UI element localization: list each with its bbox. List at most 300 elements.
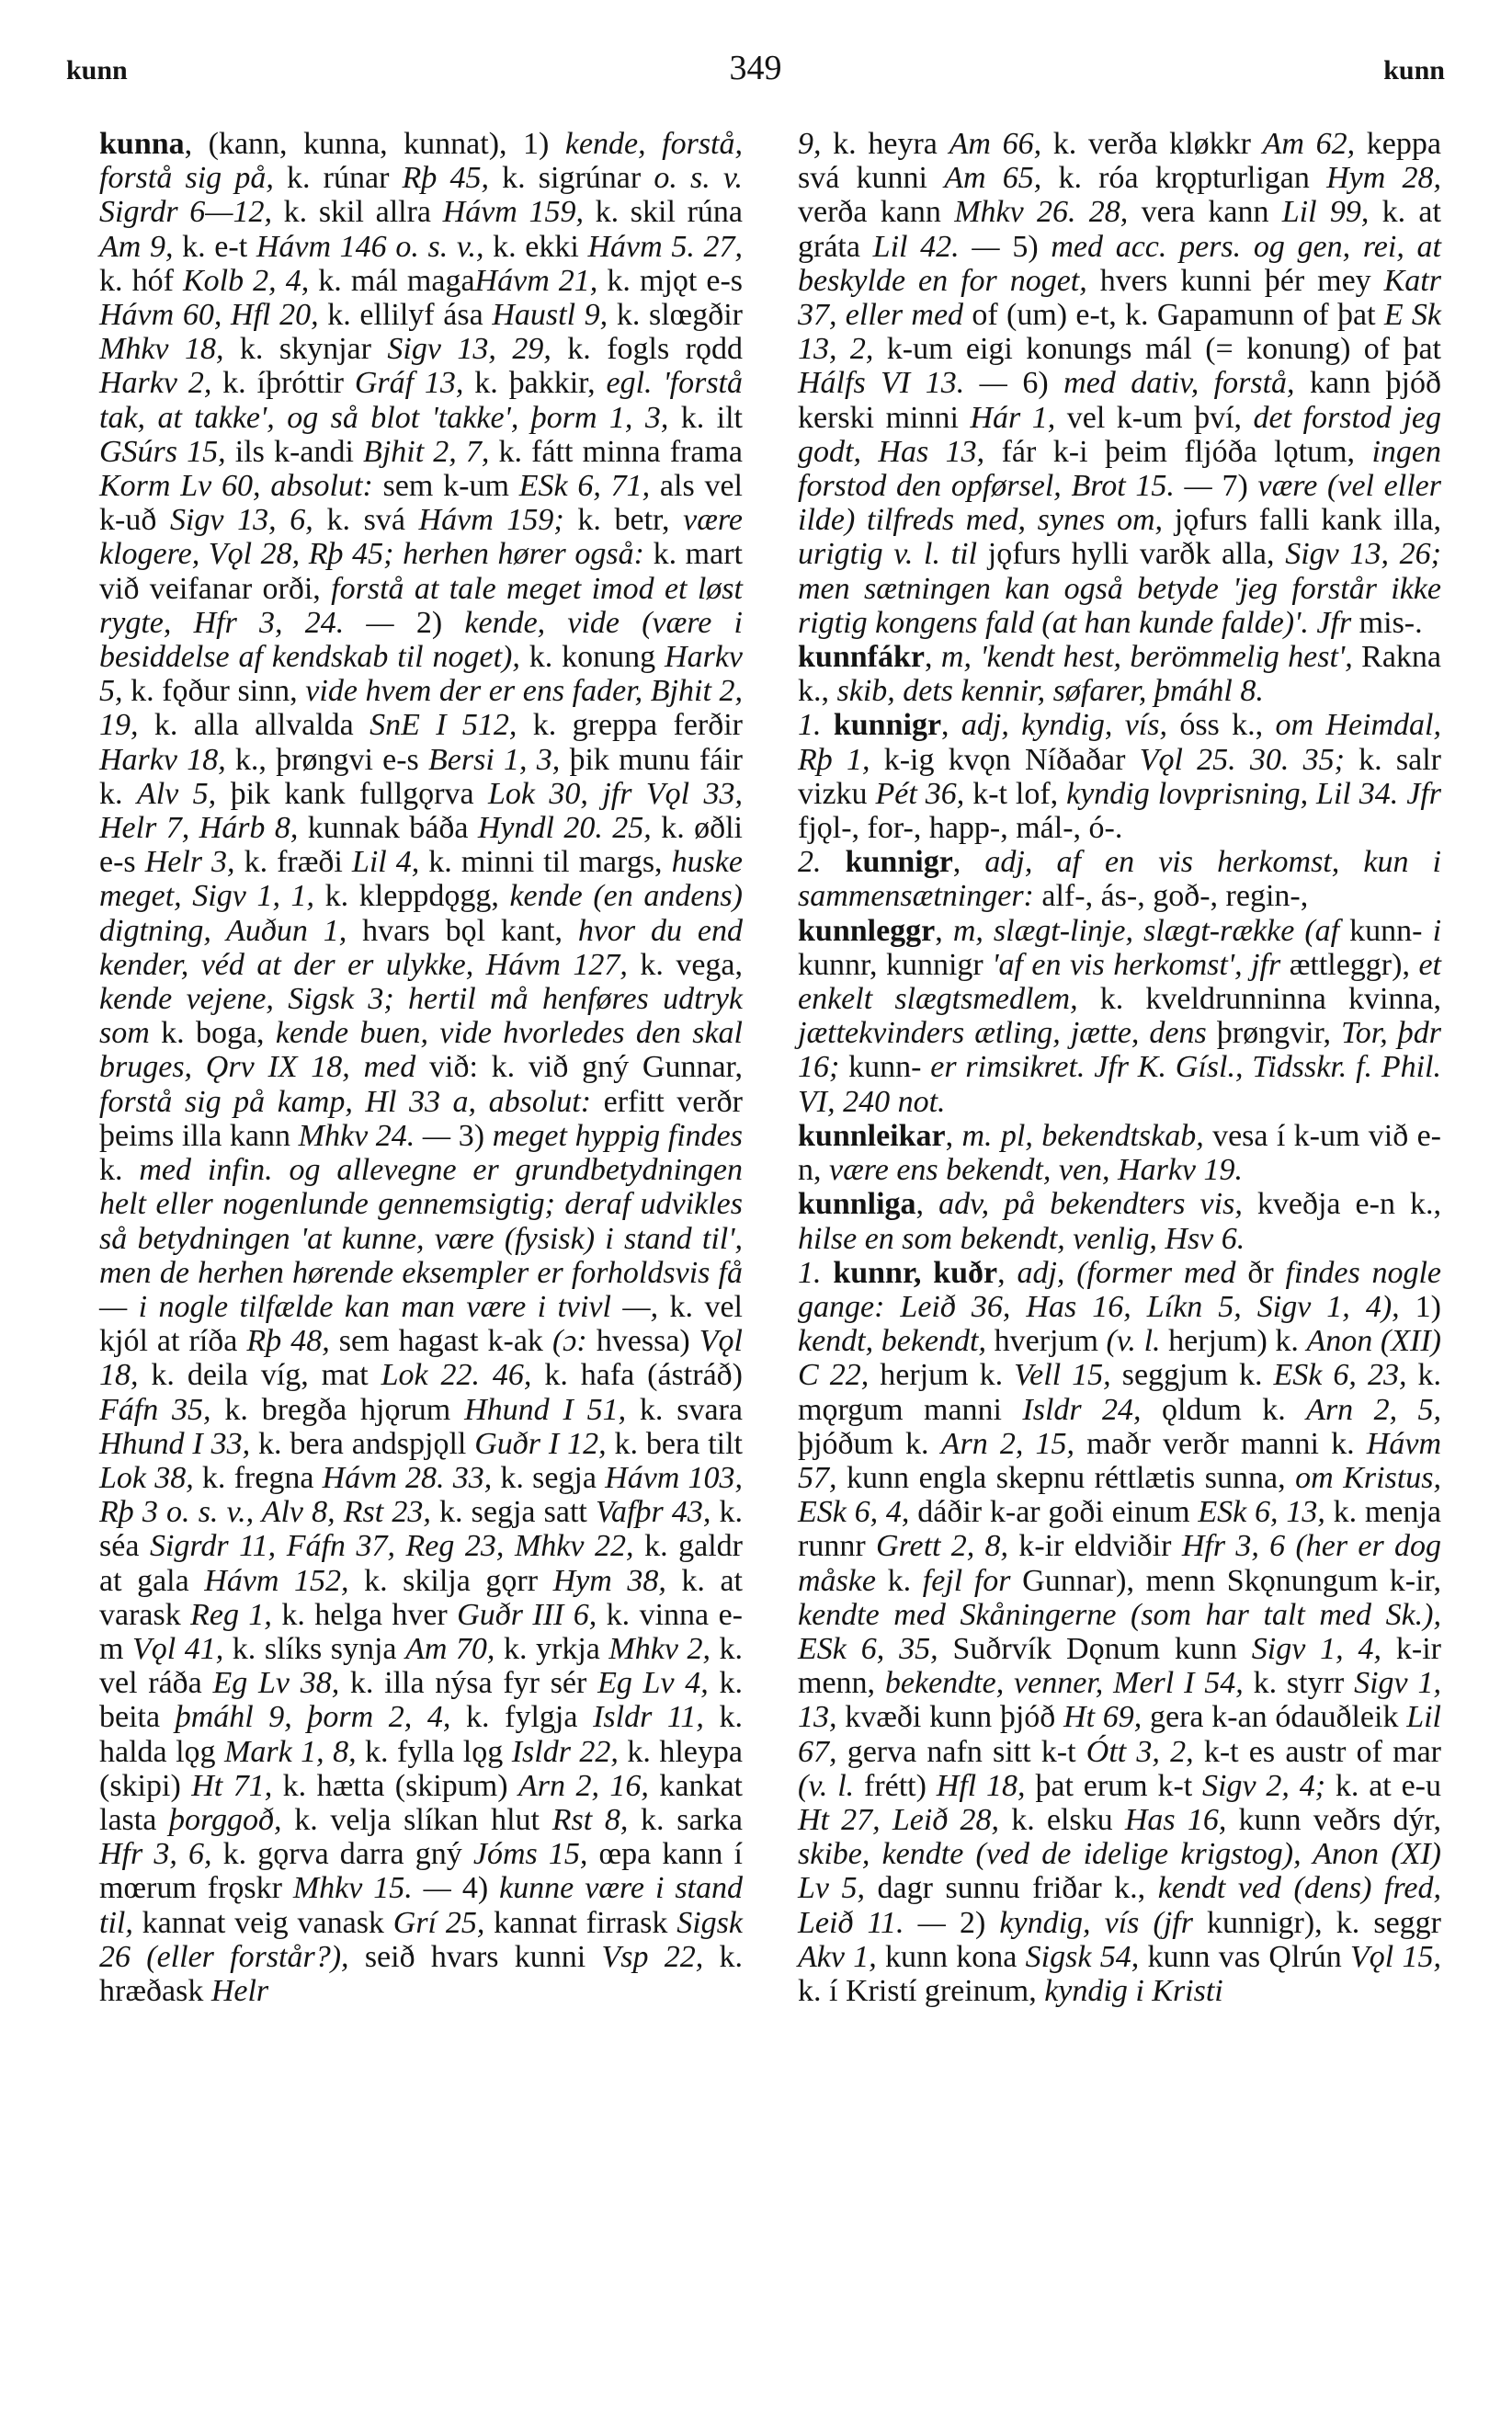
entry-text: 5) <box>999 229 1052 264</box>
entry-text: k. hafa (ástráð) <box>531 1358 743 1393</box>
entry-text: Gunnar), menn Skǫnungum k-ir, <box>1010 1563 1442 1598</box>
italic-text: Hávm 159, <box>442 195 585 230</box>
italic-text: Vǫl 25. 30. 35; <box>1139 742 1345 777</box>
entry-text: , <box>924 640 941 675</box>
italic-text: Harkv 18, <box>99 742 226 777</box>
entry-text: k. at varask <box>99 1563 743 1632</box>
italic-text: Sigv 1, 13, <box>798 1666 1441 1735</box>
italic-text: Lok 38, <box>99 1460 194 1495</box>
italic-text: ingen forstod den opførsel, Brot 15. — <box>798 434 1442 504</box>
entry-text: k. vega, <box>627 947 743 982</box>
entry-text: seggjum k. <box>1110 1358 1274 1393</box>
italic-text: Eg Lv 4, <box>597 1666 709 1701</box>
entry-text: 4) <box>450 1871 500 1906</box>
dictionary-entry <box>798 845 1441 913</box>
italic-text: skib, dets kennir, søfarer, þmáhl 8. <box>836 674 1264 709</box>
entry-text: k. gǫrva darra gný <box>211 1837 473 1872</box>
italic-text: med infin. og allevegne er grundbetydningen helt eller nogenlunde gennemsigtig; deraf udvikles så betydningen 'at kunne, være (fysisk) i stand til', men de herhen hørende eksempler er forholdsvis få — i nogle tilfælde kan man være i tvivl —, <box>99 1153 743 1324</box>
entry-text: 6) <box>1006 366 1064 401</box>
italic-text: Hyndl 20. 25, <box>477 811 652 846</box>
dictionary-entry <box>798 1256 1441 2008</box>
entry-text: k. vel kjól at ríða <box>99 1289 743 1359</box>
entry-text: k-ir eldviðir <box>1008 1529 1182 1564</box>
entry-text: k. hætta (skipum) <box>272 1768 518 1803</box>
entry-text: jǫfurs falli kank illa, <box>1163 503 1441 538</box>
italic-text: Lok 22. 46, <box>381 1358 532 1393</box>
entry-text: k. svara <box>626 1392 743 1427</box>
italic-text: huske meget, Sigv 1, 1, <box>99 845 743 914</box>
italic-text: Vǫl 18, <box>99 1324 743 1393</box>
italic-text: Vafþr 43, <box>596 1495 711 1530</box>
entry-text: k. segja satt <box>430 1495 597 1530</box>
entry-text: verða kann <box>798 195 955 230</box>
italic-text: ESk 6, 71, <box>518 469 651 504</box>
dictionary-entry <box>798 127 1441 640</box>
entry-text: sem k-um <box>372 469 519 504</box>
italic-text: SnE I 512, <box>369 708 517 743</box>
italic-text: Hár 1, <box>970 400 1056 435</box>
italic-text: (ɔ: <box>551 1324 587 1359</box>
italic-text: vide hvem der er ens fader, Bjhit 2, 19, <box>99 674 744 743</box>
italic-text: Kolb 2, 4, <box>182 263 310 298</box>
entry-text: kvæði kunn þjóð <box>836 1700 1064 1735</box>
entry-text: k. galdr at gala <box>99 1529 744 1598</box>
italic-text: 'af en vis herkomst', jfr <box>992 947 1281 982</box>
italic-text: om Heimdal, Rþ 1, <box>798 708 1441 777</box>
italic-text: Helr 3, <box>144 845 235 880</box>
dictionary-entry <box>99 127 743 2008</box>
italic-text: være ens bekendt, ven, Harkv 19. <box>829 1153 1244 1188</box>
entry-text: k. rúnar <box>273 161 403 196</box>
italic-text: Bersi 1, 3, <box>428 742 561 777</box>
italic-text: Akv 1, <box>798 1939 877 1974</box>
italic-text: Hhund I 33, <box>99 1426 251 1461</box>
italic-text: Has 16, <box>1124 1802 1227 1837</box>
italic-text: 9, <box>798 127 822 161</box>
italic-text: kunne være i stand til, <box>99 1871 743 1940</box>
entry-text: kunnr, kunnigr <box>798 947 993 982</box>
entry-text: 7) <box>1211 469 1258 504</box>
italic-text: Hávm 152, <box>204 1563 349 1598</box>
entry-text: , <box>952 845 985 880</box>
entry-text: k. séa <box>99 1495 743 1564</box>
italic-text: forstå sig på kamp, Hl 33 a, absolut: <box>99 1084 592 1119</box>
italic-text: kende buen, vide hvorledes den skal bruges, Ǫrv IX 18, med <box>99 1016 743 1085</box>
italic-text: Hávm 21, <box>474 263 598 298</box>
left-column <box>99 127 743 2008</box>
entry-text: k. fregna <box>193 1460 323 1495</box>
italic-text: Isldr 11, <box>593 1700 704 1735</box>
italic-text: E Sk 13, 2, <box>798 298 1441 367</box>
italic-text: Jóms 15, <box>472 1837 588 1872</box>
headword: kunnfákr <box>798 640 925 675</box>
entry-text: kunn engla skepnu réttlætis sunna, <box>836 1460 1296 1495</box>
entry-text: maðr verðr manni k. <box>1074 1426 1367 1461</box>
entry-text: dagr sunnu friðar k., <box>865 1871 1158 1906</box>
entry-text: k. greppa ferðir <box>517 708 743 743</box>
entry-text: vesa í k-um við e-n, <box>798 1118 1441 1188</box>
italic-text: Pét 36, <box>875 776 965 811</box>
entry-text: kann þjóð kerski minni <box>798 366 1441 435</box>
page-number: 349 <box>729 49 782 87</box>
entry-text: k. <box>875 1563 923 1598</box>
entry-text: k. yrkja <box>495 1631 609 1666</box>
entry-text: kannat firrask <box>484 1905 677 1940</box>
entry-text: k. hræðask <box>99 1939 743 2008</box>
italic-text: Hhund I 51, <box>464 1392 627 1427</box>
entry-text: k. í Kristí greinum, <box>798 1973 1045 2008</box>
entry-text: k. mart við veifanar orði, <box>99 537 743 606</box>
italic-text: Am 9, <box>99 229 174 264</box>
italic-text: Fáfn 35, <box>99 1392 211 1427</box>
entry-text: gerva nafn sitt k-t <box>836 1734 1086 1769</box>
entry-text: , <box>941 708 961 743</box>
dictionary-entry <box>798 708 1441 845</box>
entry-text: k. heyra <box>821 127 949 161</box>
italic-text: Eg Lv 38, <box>212 1666 340 1701</box>
italic-text: 2. <box>798 845 846 880</box>
italic-text: kyndig, vís (jfr <box>999 1905 1193 1940</box>
italic-text: (v. l. <box>798 1768 855 1803</box>
italic-text: om Kristus, ESk 6, 4, <box>798 1460 1441 1530</box>
italic-text: Lil 4, <box>351 845 420 880</box>
italic-text: Sigv 13, 29, <box>387 332 551 367</box>
entry-text: vera kann <box>1128 195 1282 230</box>
entry-text: k. alla allvalda <box>138 708 370 743</box>
italic-text: Guðr I 12, <box>474 1426 607 1461</box>
entry-text: k. sarka <box>628 1802 743 1837</box>
entry-text: of (um) e-t, k. Gapamunn of þat <box>963 298 1384 333</box>
headword: kunnr, kuðr <box>833 1255 998 1290</box>
entry-text: kunn veðrs dýr, <box>1226 1802 1441 1837</box>
italic-text: jættekvinders ætling, jætte, dens <box>798 1016 1207 1051</box>
dictionary-entry <box>798 640 1441 708</box>
entry-text: k. slœgðir <box>608 298 743 333</box>
entry-text: k. betr, <box>563 503 684 538</box>
italic-text: Hfr 3, 6 (her er dog måske <box>798 1529 1442 1598</box>
italic-text: være (vel eller ilde) tilfreds med, synes om, <box>798 469 1441 538</box>
italic-text: Rst 8, <box>551 1802 629 1837</box>
italic-text: Grí 25, <box>392 1905 485 1940</box>
entry-text: , (kann, kunna, kunnat), 1) <box>184 127 565 161</box>
dictionary-entry <box>798 1187 1441 1255</box>
italic-text: Vǫl 15, <box>1350 1939 1441 1974</box>
italic-text: Katr 37, eller med <box>798 263 1441 333</box>
italic-text: kende vejene, Sigsk 3; hertil må henføres udtryk som <box>99 982 743 1051</box>
italic-text: Hávm 57, <box>798 1426 1441 1495</box>
italic-text: adj, (former med <box>1017 1255 1236 1290</box>
headword: kunna <box>99 127 185 161</box>
italic-text: Hávm 28. 33, <box>322 1460 493 1495</box>
entry-text: k-um eigi konungs mál (= konung) of þat <box>873 332 1441 367</box>
italic-text: Am 62, <box>1262 127 1356 161</box>
entry-text: k. illa nýsa fyr sér <box>339 1666 598 1701</box>
italic-text: ESk 6, 13, <box>1198 1495 1325 1530</box>
italic-text: Sigsk 26 (eller forstår?), <box>99 1905 743 1974</box>
entry-text: þjóðum k. <box>798 1426 941 1461</box>
italic-text: (v. l. <box>1106 1324 1161 1359</box>
italic-text: med dativ, forstå, <box>1063 366 1295 401</box>
entry-text: k. velja slíkan hlut <box>281 1802 552 1837</box>
entry-text: k. fátt minna frama <box>489 434 744 469</box>
entry-text: alf-, ás-, goð-, regin-, <box>1033 879 1309 914</box>
entry-text: k. slíks synja <box>223 1631 406 1666</box>
entry-text: k. bera tilt <box>606 1426 743 1461</box>
entry-text: k. konung <box>519 640 665 675</box>
italic-text: Rþ 45, <box>402 161 489 196</box>
italic-text: Am 70, <box>405 1631 495 1666</box>
entry-text: seið hvars kunni <box>348 1939 602 1974</box>
italic-text: Helr <box>210 1973 269 2008</box>
italic-text: Hym 38, <box>552 1563 666 1598</box>
italic-text: Mhkv 2, <box>608 1631 711 1666</box>
entry-text: k. vel ráða <box>99 1631 744 1701</box>
italic-text: med acc. pers. og gen, rei, at beskylde en for noget, <box>798 229 1441 298</box>
entry-text: hvers kunni þér mey <box>1086 263 1384 298</box>
italic-text: bekendte, venner, Merl I 54, <box>884 1666 1244 1701</box>
italic-text: Mhkv 24. — <box>298 1118 451 1153</box>
headword: kunnliga <box>798 1187 916 1222</box>
entry-text: k. hleypa (skipi) <box>99 1734 743 1803</box>
headword: kunnleikar <box>798 1118 946 1153</box>
entry-text: k. fræði <box>234 845 352 880</box>
entry-text: k. segja <box>492 1460 606 1495</box>
entry-text: k. <box>99 1153 140 1188</box>
entry-text: k. kveldrunninna kvinna, <box>1077 982 1441 1017</box>
entry-text: k. skilja gǫrr <box>348 1563 553 1598</box>
entry-text: k. at e-u <box>1325 1768 1441 1803</box>
entry-text: k. minni til margs, <box>419 845 672 880</box>
entry-text: k. helga hver <box>271 1597 458 1632</box>
entry-text: k. mál maga <box>309 263 475 298</box>
entry-text: k. kleppdǫgg, <box>314 879 510 914</box>
entry-text: vel k-um því, <box>1055 400 1254 435</box>
italic-text: Mhkv 15. — <box>292 1871 451 1906</box>
right-column <box>798 127 1441 2008</box>
italic-text: kende, forstå, forstå sig på, <box>99 127 743 196</box>
italic-text: Haustl 9, <box>492 298 608 333</box>
italic-text: Harkv 2, <box>99 366 212 401</box>
entry-text: , <box>945 1118 962 1153</box>
italic-text: kyndig lovprisning, Lil 34. Jfr <box>1066 776 1441 811</box>
italic-text: egl. 'forstå tak, at takke', og så blot 'takke', þorm 1, 3, <box>99 366 744 435</box>
italic-text: m. pl, bekendtskab, <box>961 1118 1204 1153</box>
entry-text: hverjum <box>985 1324 1107 1359</box>
entry-text: k-t lof, <box>964 776 1067 811</box>
entry-text: herjum k. <box>869 1358 1015 1393</box>
italic-text: Arn 2, 5, <box>1306 1392 1441 1427</box>
entry-text: k. mjǫt e-s <box>597 263 743 298</box>
italic-text: Rþ 48, <box>246 1324 330 1359</box>
italic-text: kendte med Skåningerne (som har talt med Sk.), ESk 6, 35, <box>798 1597 1441 1666</box>
italic-text: Arn 2, 15, <box>940 1426 1074 1461</box>
italic-text: Lil 42. — <box>872 229 1000 264</box>
entry-text: 3) <box>450 1118 493 1153</box>
header-left-guide-word: kunn <box>66 55 128 86</box>
italic-text: Isldr 22, <box>511 1734 619 1769</box>
entry-text: fár k-i þeim fljóða lǫtum, <box>984 434 1372 469</box>
entry-text: k. sigrúnar <box>488 161 654 196</box>
entry-text: óss k., <box>1166 708 1276 743</box>
entry-text: k., þrøngvi e-s <box>225 742 429 777</box>
italic-text: m, 'kendt hest, berömmelig hest', <box>940 640 1353 675</box>
italic-text: hvor du end kender, véd at der er ulykke, Hávm 127, <box>99 913 743 982</box>
entry-text: við: k. við gný Gunnar, <box>415 1050 743 1085</box>
entry-text: þat erum k-t <box>1025 1768 1203 1803</box>
italic-text: m, slægt-linje, slægt-række (af <box>952 913 1340 948</box>
italic-text: er rimsikret. Jfr K. Gísl., Tidsskr. f. Phil. VI, 240 not. <box>798 1050 1442 1119</box>
italic-text: Mhkv 18, <box>99 332 224 367</box>
entry-text: hvars bǫl kant, <box>347 913 578 948</box>
entry-text: k. styrr <box>1243 1666 1355 1701</box>
italic-text: Hym 28, <box>1326 161 1442 196</box>
italic-text: Am 66, <box>949 127 1042 161</box>
entry-text: k. fylgja <box>450 1700 594 1735</box>
italic-text: Ht 27, Leið 28, <box>798 1802 1000 1837</box>
italic-text: Vsp 22, <box>601 1939 704 1974</box>
entry-text: k. skil rúna <box>584 195 743 230</box>
italic-text: Korm Lv 60, absolut: <box>99 469 373 504</box>
italic-text: Hfl 18, <box>936 1768 1026 1803</box>
italic-text: Lok 30, jfr Vǫl 33, Helr 7, Hárb 8, <box>99 776 744 846</box>
italic-text: Hávm 5. 27, <box>587 229 744 264</box>
entry-text: k. róa krǫpturligan <box>1041 161 1327 196</box>
entry-text: k. verða kløkkr <box>1041 127 1263 161</box>
entry-text: 1) <box>1399 1289 1442 1324</box>
italic-text: Lil 67, <box>798 1700 1441 1769</box>
italic-text: Tor, þdr 16; <box>798 1016 1442 1085</box>
italic-text: skibe, kendte (ved de idelige krigstog), Anon (XI) Lv 5, <box>798 1837 1441 1906</box>
italic-text: adv, på bekendters vis, <box>938 1187 1243 1222</box>
italic-text: Sigv 2, 4; <box>1202 1768 1326 1803</box>
italic-text: Guðr III 6, <box>457 1597 597 1632</box>
italic-text: kendt ved (dens) fred, Leið 11. — <box>798 1871 1442 1940</box>
entry-text: œpa kann í mœrum frǫskr <box>99 1837 743 1906</box>
italic-text: adj, af en vis herkomst, kun i sammensætninger: <box>798 845 1441 914</box>
italic-text: Hfr 3, 6, <box>99 1837 212 1872</box>
entry-text: Suðrvík Dǫnum kunn <box>938 1631 1252 1666</box>
entry-text: k. deila víg, mat <box>138 1358 381 1393</box>
entry-text: þik kank fullgǫrva <box>216 776 488 811</box>
entry-text: k. þakkir, <box>463 366 607 401</box>
italic-text: þmáhl 9, þorm 2, 4, <box>175 1700 451 1735</box>
entry-text: k. e-t <box>173 229 256 264</box>
entry-text: keppa svá kunni <box>798 127 1441 196</box>
italic-text: Hávm 146 o. s. v., <box>256 229 484 264</box>
entry-text: k. salr vizku <box>798 742 1441 811</box>
header-right-guide-word: kunn <box>1383 55 1445 86</box>
italic-text: ESk 6, 23, <box>1273 1358 1407 1393</box>
entry-text: k. menja runnr <box>798 1495 1441 1564</box>
italic-text: Hálfs VI 13. — <box>798 366 1007 401</box>
italic-text: et enkelt slægtsmedlem, <box>798 947 1441 1017</box>
italic-text: 1. <box>798 708 834 743</box>
italic-text: Alv 5, <box>136 776 217 811</box>
entry-text: k. boga, <box>149 1016 276 1051</box>
entry-text: Rakna k., <box>798 640 1442 709</box>
italic-text: Ht 69, <box>1063 1700 1143 1735</box>
entry-text: gera k-an ódauðleik <box>1142 1700 1407 1735</box>
entry-text: kveðja e-n k., <box>1242 1187 1442 1222</box>
italic-text: kende, vide (være i besiddelse af kendskab til noget), <box>99 605 744 675</box>
headword: kunnleggr <box>798 913 936 948</box>
entry-text: k-t es austr of mar <box>1193 1734 1441 1769</box>
italic-text: kyndig i Kristi <box>1044 1973 1223 2008</box>
entry-text: kunn kona <box>876 1939 1026 1974</box>
entry-text: k. svá <box>313 503 419 538</box>
entry-text: k. íþróttir <box>211 366 355 401</box>
entry-text: hvessa) <box>586 1324 699 1359</box>
italic-text: være klogere, Vǫl 28, Rþ 45; herhen hører også: <box>99 503 743 572</box>
entry-text: k. mǫrgum manni <box>798 1358 1442 1427</box>
entry-text: k. bera andspjǫll <box>250 1426 475 1461</box>
entry-text: þrøngvir, <box>1206 1016 1342 1051</box>
italic-text: Harkv 5, <box>99 640 744 709</box>
page-header <box>66 48 1445 103</box>
entry-text: , <box>935 913 953 948</box>
italic-text: findes nogle gange: Leið 36, Has 16, Líkn 5, Sigv 1, 4), <box>798 1255 1442 1324</box>
entry-text: fjǫl-, for-, happ-, mál-, ó-. <box>798 811 1123 846</box>
italic-text: Sigrdr 11, Fáfn 37, Reg 23, Mhkv 22, <box>149 1529 634 1564</box>
italic-text: Grett 2, 8, <box>875 1529 1009 1564</box>
italic-text: Mhkv 26. 28, <box>954 195 1129 230</box>
entry-text: k. skil allra <box>272 195 443 230</box>
italic-text: Vǫl 41, <box>132 1631 224 1666</box>
dictionary-entry <box>798 1119 1441 1187</box>
italic-text: Isldr 24, <box>1022 1392 1142 1427</box>
italic-text: kende (en andens) digtning, Auðun 1, <box>99 879 743 948</box>
entry-text: k. vinna e-m <box>99 1597 743 1666</box>
italic-text: Sigv 13, 6, <box>169 503 313 538</box>
italic-text: 1. <box>798 1255 834 1290</box>
italic-text: Sigsk 54, <box>1025 1939 1140 1974</box>
italic-text: Lil 99, <box>1281 195 1370 230</box>
headword: kunnigr <box>845 845 953 880</box>
entry-text: 2) <box>945 1905 1000 1940</box>
entry-text: sem hagast k-ak <box>329 1324 552 1359</box>
entry-text: k. fogls rǫdd <box>551 332 743 367</box>
entry-text: kunn vas Ǫlrún <box>1139 1939 1350 1974</box>
entry-text: kankat lasta <box>99 1768 743 1837</box>
entry-text: k. ilt <box>668 400 743 435</box>
italic-text: forstå at tale meget imod et løst rygte, Hfr 3, 24. — <box>99 571 743 640</box>
entry-text: þik munu fáir k. <box>99 742 743 811</box>
entry-text: kannat veig vanask <box>132 1905 393 1940</box>
italic-text: Mark 1, 8, <box>224 1734 357 1769</box>
italic-text: urigtig v. l. til <box>798 537 978 572</box>
italic-text: Hávm 103, Rþ 3 o. s. v., Alv 8, Rst 23, <box>99 1460 744 1530</box>
italic-text: kendt, bekendt, <box>798 1324 986 1359</box>
italic-text: o. s. v. Sigrdr 6—12, <box>99 161 743 230</box>
italic-text: det forstod jeg godt, Has 13, <box>798 400 1441 469</box>
dictionary-entry <box>798 914 1441 1119</box>
italic-text: meget hyppig findes <box>492 1118 743 1153</box>
italic-text: GSúrs 15, <box>99 434 226 469</box>
entry-text: kunnak báða <box>298 811 478 846</box>
entry-text: erfitt verðr þeims illa kann <box>99 1084 743 1153</box>
italic-text: Sigv 13, 26; men sætningen kan også betyde 'jeg forstår ikke rigtig kongens fald (at han kunde falde)'. Jfr <box>798 537 1441 640</box>
entry-text: k. hóf <box>99 263 183 298</box>
entry-text: k. bregða hjǫrum <box>210 1392 465 1427</box>
italic-text: Gráf 13, <box>354 366 464 401</box>
entry-text: , <box>915 1187 939 1222</box>
entry-text: dáðir k-ar goði einum <box>909 1495 1199 1530</box>
italic-text: Arn 2, 16, <box>517 1768 649 1803</box>
italic-text: Anon (XII) C 22, <box>798 1324 1441 1393</box>
italic-text: Bjhit 2, 7, <box>363 434 490 469</box>
entry-text: , <box>997 1255 1017 1290</box>
entry-text: kunn- <box>1339 913 1433 948</box>
